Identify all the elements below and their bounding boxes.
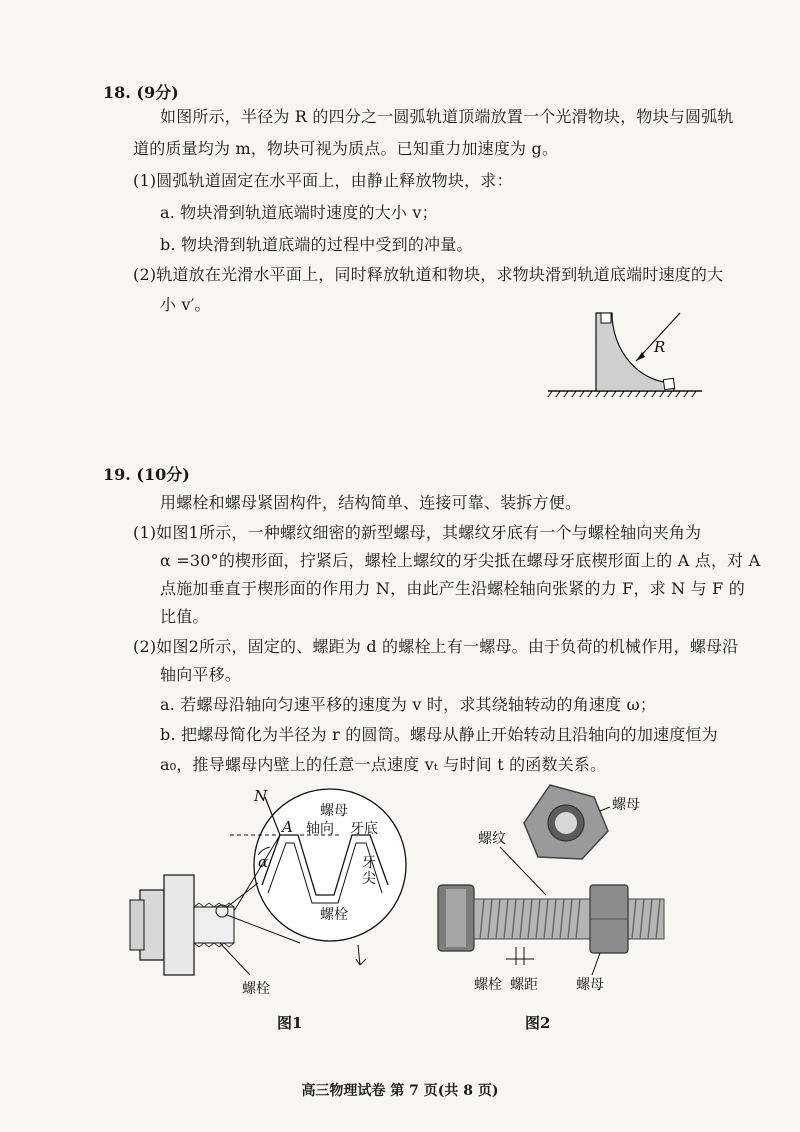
fig1-caption: 图1 — [277, 1014, 303, 1032]
fig1-N-label: N — [254, 787, 268, 805]
fig1-thread-diagram — [130, 785, 420, 1000]
q19-line-6: (2)如图2所示，固定的、螺距为 d 的螺栓上有一螺母。由于负荷的机械作用，螺母沿 — [133, 637, 739, 656]
q18-line-6: (2)轨道放在光滑水平面上，同时释放轨道和物块，求物块滑到轨道底端时速度的大 — [133, 265, 724, 284]
page-footer: 高三物理试卷 第 7 页(共 8 页) — [301, 1083, 499, 1099]
fig2-bolt-label: 螺栓 — [474, 977, 502, 993]
q19-line-8: a. 若螺母沿轴向匀速平移的速度为 v 时，求其绕轴转动的角速度 ω； — [160, 695, 657, 714]
fig2-nut-bottom-label: 螺母 — [576, 977, 604, 993]
q18-line-1: 如图所示，半径为 R 的四分之一圆弧轨道顶端放置一个光滑物块，物块与圆弧轨 — [160, 107, 734, 126]
q19-line-7: 轴向平移。 — [160, 665, 242, 684]
q19-line-2: (1)如图1所示，一种螺纹细密的新型螺母，其螺纹牙底有一个与螺栓轴向夹角为 — [133, 523, 702, 542]
q18-line-4: a. 物块滑到轨道底端时速度的大小 v； — [160, 203, 438, 222]
q19-line-5: 比值。 — [160, 607, 209, 626]
q18-line-5: b. 物块滑到轨道底端的过程中受到的冲量。 — [160, 235, 473, 254]
fig2-caption: 图2 — [525, 1014, 551, 1032]
fig2-nut-top-label: 螺母 — [612, 797, 640, 813]
q19-line-1: 用螺栓和螺母紧固构件，结构简单、连接可靠、装拆方便。 — [160, 493, 582, 512]
q19-line-10: a₀，推导螺母内壁上的任意一点速度 vₜ 与时间 t 的函数关系。 — [160, 755, 607, 774]
fig1-root-label: 牙底 — [350, 821, 378, 837]
q18-line-2: 道的质量均为 m，物块可视为质点。已知重力加速度为 g。 — [133, 139, 559, 158]
q18-line-7: 小 v′。 — [160, 295, 211, 314]
fig1-nut-label: 螺母 — [320, 803, 348, 819]
q18-line-3: (1)圆弧轨道固定在水平面上，由静止释放物块，求： — [133, 171, 513, 190]
q18-track-figure — [540, 305, 710, 405]
fig1-tip-label-1: 牙 — [362, 855, 376, 871]
fig2-pitch-label: 螺距 — [510, 977, 538, 993]
fig1-axial-label: 轴向 — [306, 821, 334, 837]
fig1-bolt-outer-label: 螺栓 — [242, 981, 270, 997]
fig2-bolt-photo — [430, 785, 670, 1005]
fig1-A-label: A — [282, 818, 293, 836]
q19-header: 19. (10分) — [103, 465, 190, 484]
block-bottom — [663, 378, 674, 389]
q19-line-9: b. 把螺母简化为半径为 r 的圆筒。螺母从静止开始转动且沿轴向的加速度恒为 — [160, 725, 718, 744]
q18-header: 18. (9分) — [103, 83, 179, 102]
block-top — [601, 313, 611, 323]
fig1-bolt-inner-label: 螺栓 — [320, 907, 348, 923]
fig1-alpha-label: α — [258, 853, 269, 871]
q19-line-4: 点施加垂直于楔形面的作用力 N，由此产生沿螺栓轴向张紧的力 F，求 N 与 F 的 — [160, 579, 745, 598]
fig2-thread-label: 螺纹 — [478, 831, 506, 847]
fig1-tip-label-2: 尖 — [362, 871, 376, 887]
radius-label: R — [654, 338, 666, 356]
q19-line-3: α =30°的楔形面，拧紧后，螺栓上螺纹的牙尖抵在螺母牙底楔形面上的 A 点，对 A — [160, 551, 761, 570]
